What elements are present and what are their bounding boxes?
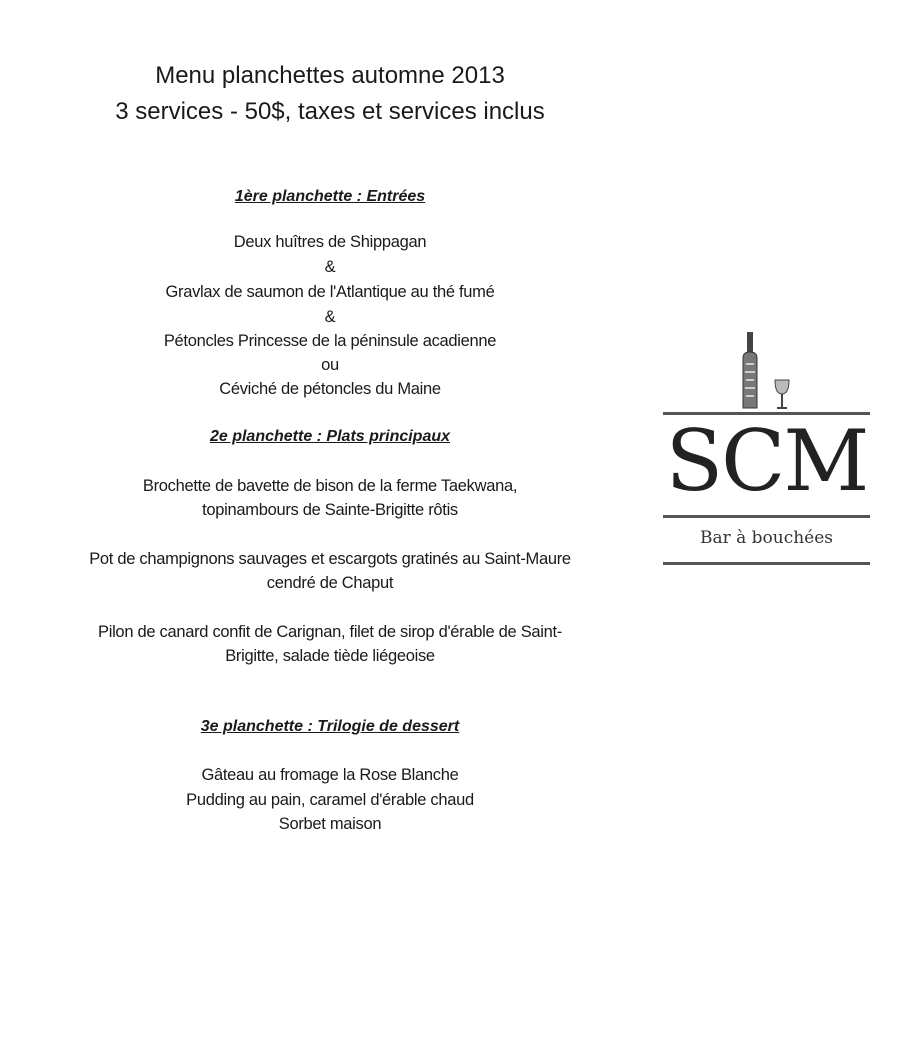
- menu-line: Brigitte, salade tiède liégeoise: [225, 647, 435, 665]
- menu-line: Gâteau au fromage la Rose Blanche: [201, 766, 459, 784]
- bottle-and-glass-icon: [735, 330, 800, 412]
- menu-line: ou: [321, 356, 339, 374]
- menu-line: Brochette de bavette de bison de la ferme Taekwana,: [142, 477, 518, 495]
- section-heading-plats: 2e planchette : Plats principaux: [209, 428, 451, 445]
- logo-divider: [663, 562, 870, 565]
- menu-line: Pétoncles Princesse de la péninsule acadienne: [163, 332, 497, 350]
- menu-line: &: [324, 258, 336, 276]
- menu-subtitle: 3 services - 50$, taxes et services inclus: [115, 98, 545, 125]
- menu-line: topinambours de Sainte-Brigitte rôtis: [202, 501, 458, 519]
- menu-line: Deux huîtres de Shippagan: [233, 233, 427, 251]
- section-heading-entrees: 1ère planchette : Entrées: [234, 188, 426, 205]
- section-heading-dessert: 3e planchette : Trilogie de dessert: [200, 718, 460, 735]
- menu-line: &: [324, 308, 336, 326]
- menu-line: Pudding au pain, caramel d'érable chaud: [186, 791, 474, 809]
- logo-divider: [663, 515, 870, 518]
- menu-line: Céviché de pétoncles du Maine: [219, 380, 441, 398]
- menu-line: Pilon de canard confit de Carignan, filet de sirop d'érable de Saint-: [98, 623, 562, 641]
- menu-line: cendré de Chaput: [266, 574, 394, 592]
- logo-text: SCM: [665, 412, 868, 510]
- logo-tagline: Bar à bouchées: [699, 528, 834, 548]
- menu-line: Sorbet maison: [278, 815, 382, 833]
- menu-title: Menu planchettes automne 2013: [155, 62, 505, 89]
- menu-line: Pot de champignons sauvages et escargots gratinés au Saint-Maure: [89, 550, 571, 568]
- menu-line: Gravlax de saumon de l'Atlantique au thé fumé: [165, 283, 495, 301]
